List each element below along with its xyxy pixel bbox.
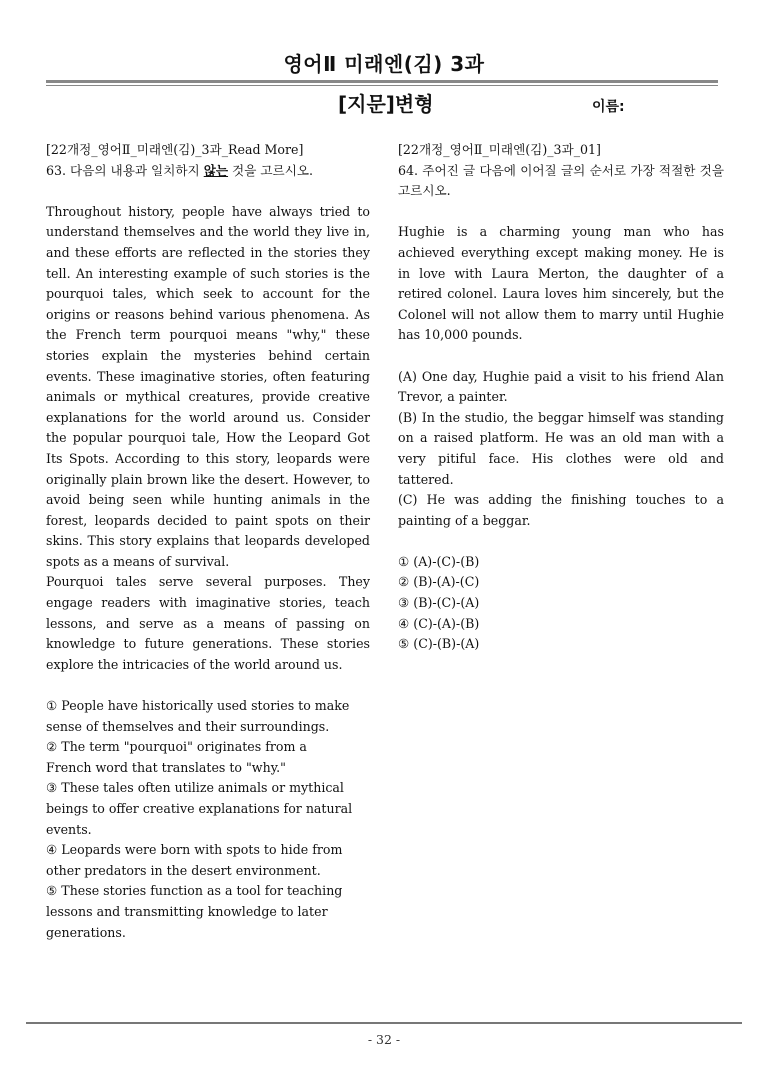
question-text-end: 것을 고르시오. [228, 162, 314, 178]
passage-part-b: (B) In the studio, the beggar himself was standing on a raised platform. He was an old man with a very pitiful face. His clothes were old and tattered. [398, 409, 724, 487]
header-divider [46, 80, 718, 83]
answer-option-2: ② (B)-(A)-(C) [398, 574, 480, 590]
answer-option-2: ② The term "pourquoi" originates from a French word that translates to "why." [46, 739, 307, 775]
question-emphasis: 않는 [203, 162, 229, 178]
header-divider-thin [46, 85, 718, 86]
document-subtitle: [지문]변형 [338, 92, 434, 116]
given-passage: Hughie is a charming young man who has achieved everything except making money. He is in love with Laura Merton, the daughter of a retired colonel. Laura loves him sincerely, but the Colonel will not allow them to marry until Hughie has 10,000 pounds. [398, 224, 724, 343]
passage-paragraph-1: Throughout history, people have always tried to understand themselves and the world they live in, and these efforts are reflected in the stories they tell. An interesting example of such stories is the pourquoi tales, which seek to account for the origins or reasons behind various phenomena. As the French term pourquoi means "why," these stories explain the mysteries behind certain events. These imaginative stories, often featuring animals or mythical creatures, provide creative explanations for the world around us. Consider the popular pourquoi tale, How the Leopard Got Its Spots. According to this story, leopards were originally plain brown like the desert. However, to avoid being seen while hunting animals in the forest, leopards decided to paint spots on their skins. This story explains that leopards developed spots as a means of survival. [46, 203, 370, 569]
question-source: [22개정_영어Ⅱ_미래엔(김)_3과_Read More] [46, 142, 304, 157]
question-63 [46, 161, 370, 182]
question-source: [22개정_영어Ⅱ_미래엔(김)_3과_01] [398, 142, 601, 157]
document-title: 영어Ⅱ 미래엔(김) 3과 [283, 52, 485, 76]
question-text: 63. 다음의 내용과 일치하지 [46, 162, 204, 178]
answer-option-1: ① People have historically used stories to make sense of themselves and their surroundings. [46, 698, 350, 734]
page-number: - 32 - [367, 1032, 401, 1047]
answer-option-3: ③ These tales often utilize animals or mythical beings to offer creative explanations for natural events. [46, 780, 353, 837]
passage-paragraph-2: Pourquoi tales serve several purposes. They engage readers with imaginative stories, teach lessons, and serve as a means of passing on knowledge to future generations. These stories explore the intricacies of the world around us. [46, 574, 370, 672]
answer-option-4: ④ (C)-(A)-(B) [398, 615, 480, 631]
answer-option-5: ⑤ (C)-(B)-(A) [398, 636, 480, 652]
answer-option-3: ③ (B)-(C)-(A) [398, 595, 480, 611]
question-64: 64. 주어진 글 다음에 이어질 글의 순서로 가장 적절한 것을 고르시오. [398, 162, 724, 199]
passage-part-c: (C) He was adding the finishing touches to a painting of a beggar. [398, 492, 724, 528]
right-column [398, 140, 724, 655]
left-column [46, 140, 370, 943]
name-label: 이름: [592, 99, 625, 115]
footer-divider [26, 1022, 742, 1024]
passage-part-a: (A) One day, Hughie paid a visit to his friend Alan Trevor, a painter. [398, 368, 724, 405]
answer-option-4: ④ Leopards were born with spots to hide from other predators in the desert environment. [46, 842, 343, 878]
answer-option-5: ⑤ These stories function as a tool for teaching lessons and transmitting knowledge to later generations. [46, 883, 343, 940]
answer-option-1: ① (A)-(C)-(B) [398, 553, 480, 569]
